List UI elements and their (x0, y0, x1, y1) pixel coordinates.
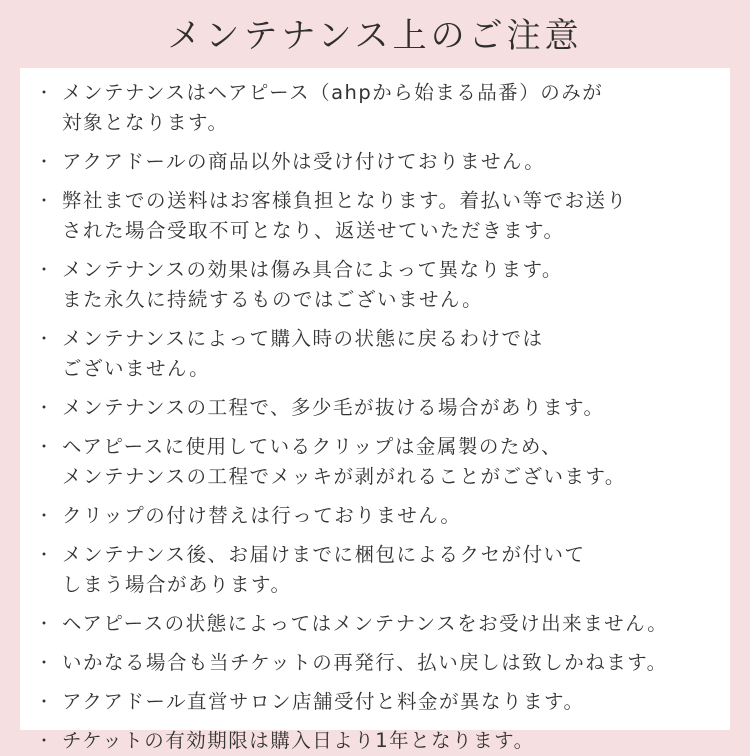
note-line: メンテナンス後、お届けまでに梱包によるクセが付いて (62, 543, 586, 566)
bullet-icon: ・ (36, 506, 54, 525)
note-item (20, 726, 730, 756)
note-item (20, 186, 730, 246)
notes-panel (20, 68, 730, 752)
note-line: しまう場合があります。 (62, 573, 292, 596)
note-line: アクアドールの商品以外は受け付けておりません。 (62, 150, 546, 173)
note-line: また永久に持続するものではございません。 (62, 288, 484, 311)
note-item (20, 501, 730, 531)
note-line: 弊社までの送料はお客様負担となります。着払い等でお送り (62, 189, 628, 212)
note-line: 対象となります。 (62, 111, 229, 134)
bullet-icon: ・ (36, 398, 54, 417)
note-line: メンテナンスはヘアピース（ahpから始まる品番）のみが (62, 81, 604, 104)
bullet-icon: ・ (36, 329, 54, 348)
note-item (20, 147, 730, 177)
bullet-icon: ・ (36, 653, 54, 672)
note-item (20, 687, 730, 717)
note-item (20, 78, 730, 138)
note-item (20, 432, 730, 492)
note-line: メンテナンスの工程でメッキが剥がれることがございます。 (62, 465, 626, 488)
bullet-icon: ・ (36, 260, 54, 279)
bullet-icon: ・ (36, 152, 54, 171)
page-title: メンテナンス上のご注意 (167, 16, 583, 56)
note-item (20, 648, 730, 678)
note-line: ございません。 (62, 357, 211, 380)
notes-list (20, 78, 730, 756)
bullet-icon: ・ (36, 731, 54, 750)
bullet-icon: ・ (36, 191, 54, 210)
note-item (20, 324, 730, 384)
bullet-icon: ・ (36, 437, 54, 456)
note-line: チケットの有効期限は購入日より1年となります。 (62, 729, 535, 752)
note-item (20, 540, 730, 600)
bullet-icon: ・ (36, 545, 54, 564)
note-line: ヘアピースに使用しているクリップは金属製のため、 (62, 435, 563, 458)
bullet-icon: ・ (36, 692, 54, 711)
note-item (20, 609, 730, 639)
bullet-icon: ・ (36, 614, 54, 633)
note-line: ヘアピースの状態によってはメンテナンスをお受け出来ません。 (62, 612, 669, 635)
note-item (20, 393, 730, 423)
note-line: アクアドール直営サロン店舗受付と料金が異なります。 (62, 690, 585, 713)
note-line: メンテナンスの効果は傷み具合によって異なります。 (62, 258, 563, 281)
note-item (20, 255, 730, 315)
bullet-icon: ・ (36, 83, 54, 102)
note-line: された場合受取不可となり、返送せていただきます。 (62, 219, 565, 242)
note-line: いかなる場合も当チケットの再発行、払い戻しは致しかねます。 (62, 651, 668, 674)
note-line: クリップの付け替えは行っておりません。 (62, 504, 462, 527)
note-line: メンテナンスによって購入時の状態に戻るわけでは (62, 327, 544, 350)
note-line: メンテナンスの工程で、多少毛が抜ける場合があります。 (62, 396, 605, 419)
